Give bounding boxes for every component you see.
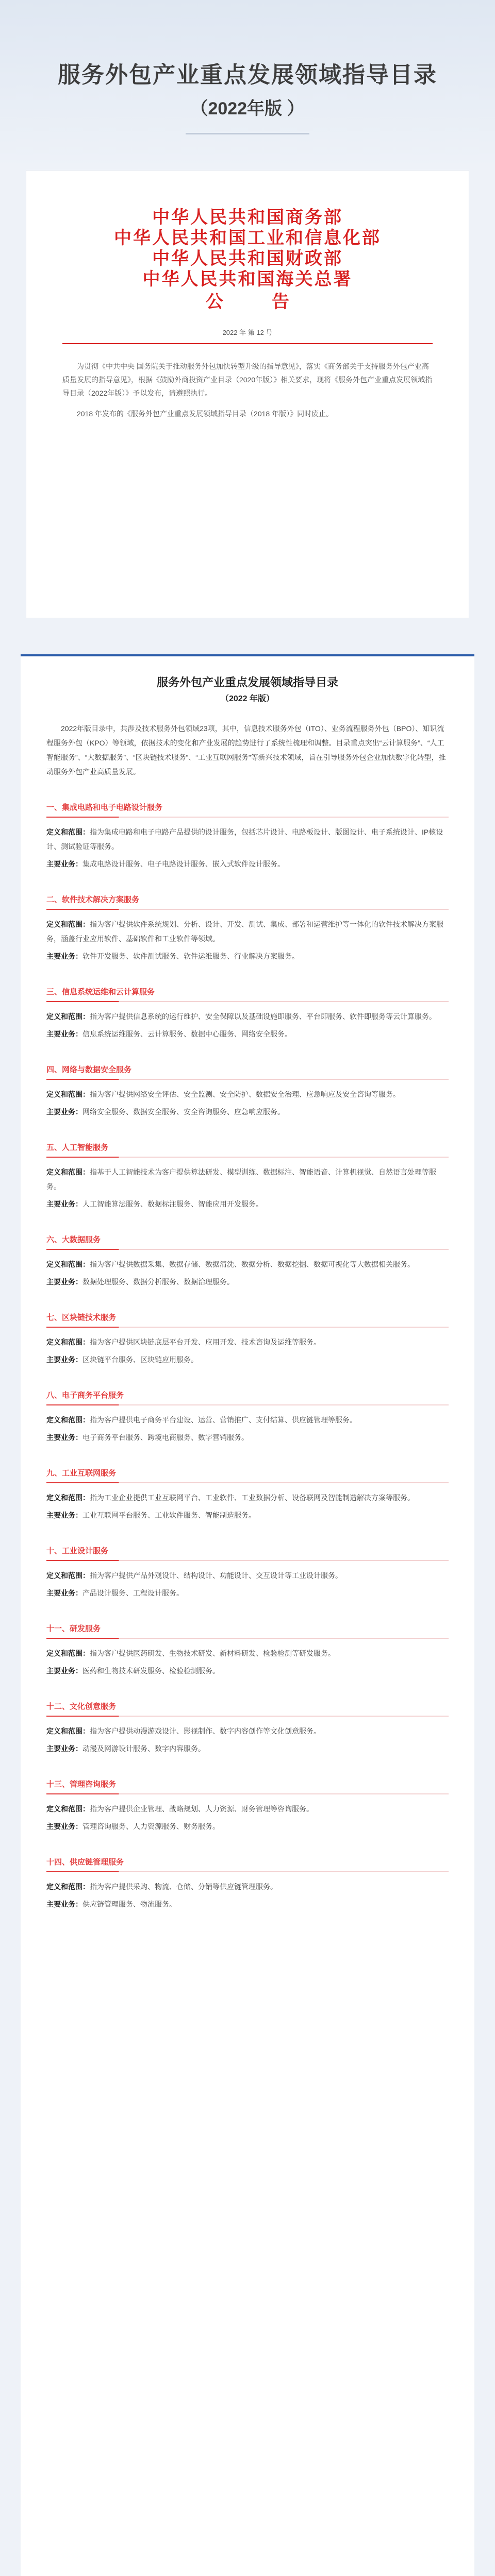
definition-text: 指为客户提供信息系统的运行维护、安全保障以及基础设施即服务、平台即服务、软件即服务等云计算服务。: [90, 1012, 436, 1021]
category-item: [46, 1467, 449, 1522]
focus-label: 主要业务：: [46, 1278, 82, 1286]
category-definition: [46, 1335, 449, 1349]
document-body: [62, 360, 433, 420]
focus-text: 工业互联网平台服务、工业软件服务、智能制造服务。: [82, 1511, 256, 1519]
catalog-year: （2022 年版）: [220, 694, 275, 703]
category-title: 工业设计服务: [62, 1547, 109, 1555]
category-divider: [46, 1157, 449, 1158]
category-heading: [46, 986, 449, 997]
focus-text: 医药和生物技术研发服务、检验检测服务。: [82, 1667, 220, 1675]
category-number: 二、: [46, 895, 62, 904]
definition-text: 指为客户提供电子商务平台建设、运营、营销推广、支付结算、供应链管理等服务。: [90, 1416, 357, 1424]
category-divider: [46, 1404, 449, 1405]
category-heading: [46, 1064, 449, 1075]
category-item: [46, 1623, 449, 1678]
category-definition: [46, 1490, 449, 1505]
category-divider: [46, 1560, 449, 1561]
definition-label: 定义和范围：: [46, 920, 90, 928]
category-focus: [46, 1027, 449, 1041]
category-item: [46, 1234, 449, 1289]
definition-label: 定义和范围：: [46, 1494, 90, 1502]
category-definition: [46, 1009, 449, 1024]
issuer-finance: 中华人民共和国财政部: [152, 249, 343, 268]
page-title: 服务外包产业重点发展领域指导目录: [58, 62, 437, 88]
category-number: 四、: [46, 1065, 62, 1074]
catalog-intro: 2022年版目录中，共涉及技术服务外包领域23项，其中，信息技术服务外包（ITO）、业务流程服务外包（BPO）、知识流程服务外包（KPO）等领域，依据技术的变化和产业发展的趋势进行了系统性梳理和调整。目录重点突出“云计算服务”、“人工智能服务”、“大数据服务”、“区块链技术服务”、“工业互联网服务”等新兴技术领域，旨在引导服务外包企业加快数字化转型，推动服务外包产业高质量发展。: [46, 724, 446, 776]
category-number: 十四、: [46, 1858, 70, 1867]
category-heading: [46, 1142, 449, 1153]
focus-label: 主要业务：: [46, 1744, 82, 1753]
definition-label: 定义和范围：: [46, 828, 90, 836]
category-list: [46, 802, 449, 1911]
category-divider: [46, 1482, 449, 1483]
catalog-content: [21, 654, 474, 2576]
category-focus: [46, 1741, 449, 1756]
definition-text: 指为集成电路和电子电路产品提供的设计服务，包括芯片设计、电路板设计、版图设计、电子系统设计、IP核设计、测试验证等服务。: [46, 828, 443, 851]
category-item: [46, 802, 449, 871]
category-definition: [46, 1413, 449, 1427]
category-heading: [46, 1778, 449, 1789]
focus-text: 数据处理服务、数据分析服务、数据治理服务。: [82, 1278, 234, 1286]
category-item: [46, 986, 449, 1041]
definition-text: 指为客户提供产品外观设计、结构设计、功能设计、交互设计等工业设计服务。: [90, 1571, 342, 1580]
category-divider: [46, 1001, 449, 1002]
category-definition: [46, 1257, 449, 1272]
category-number: 六、: [46, 1235, 62, 1244]
category-title: 人工智能服务: [62, 1143, 109, 1152]
announcement-heading: 公 告: [206, 293, 305, 312]
category-title: 文化创意服务: [70, 1702, 117, 1711]
definition-text: 指为客户提供软件系统规划、分析、设计、开发、测试、集成、部署和运营维护等一体化的软件技术解决方案服务，涵盖行业应用软件、基础软件和工业软件等领域。: [46, 920, 443, 943]
focus-label: 主要业务：: [46, 1355, 82, 1364]
focus-text: 供应链管理服务、物流服务。: [82, 1900, 176, 1908]
category-item: [46, 1389, 449, 1445]
category-title: 集成电路和电子电路设计服务: [62, 803, 163, 812]
definition-text: 指为客户提供医药研发、生物技术研发、新材料研发、检验检测等研发服务。: [90, 1649, 335, 1657]
category-number: 八、: [46, 1391, 62, 1400]
definition-label: 定义和范围：: [46, 1805, 90, 1813]
category-heading: [46, 1234, 449, 1245]
red-divider: [62, 343, 433, 344]
category-item: [46, 1701, 449, 1756]
spacer: [0, 618, 495, 654]
focus-label: 主要业务：: [46, 1589, 82, 1597]
definition-text: 指为客户提供网络安全评估、安全监测、安全防护、数据安全治理、应急响应及安全咨询等服务。: [90, 1090, 400, 1098]
category-divider: [46, 1079, 449, 1080]
category-divider: [46, 817, 449, 818]
focus-label: 主要业务：: [46, 1108, 82, 1116]
category-definition: [46, 1724, 449, 1738]
category-title: 工业互联网服务: [62, 1469, 117, 1478]
category-divider: [46, 909, 449, 910]
category-focus: [46, 1352, 449, 1367]
category-definition: [46, 1087, 449, 1101]
focus-text: 电子商务平台服务、跨境电商服务、数字营销服务。: [82, 1433, 249, 1442]
category-title: 供应链管理服务: [70, 1858, 124, 1867]
category-definition: [46, 917, 449, 946]
category-divider: [46, 1249, 449, 1250]
category-item: [46, 1064, 449, 1119]
category-divider: [46, 1871, 449, 1872]
definition-text: 指为客户提供企业管理、战略规划、人力资源、财务管理等咨询服务。: [90, 1805, 314, 1813]
definition-text: 指基于人工智能技术为客户提供算法研发、模型训练、数据标注、智能语音、计算机视觉、自然语言处理等服务。: [46, 1168, 436, 1191]
category-definition: [46, 1165, 449, 1194]
category-title: 大数据服务: [62, 1235, 101, 1244]
category-item: [46, 1142, 449, 1211]
category-number: 十一、: [46, 1624, 70, 1633]
category-number: 三、: [46, 988, 62, 996]
focus-label: 主要业务：: [46, 1200, 82, 1208]
category-definition: [46, 1568, 449, 1583]
focus-text: 动漫及网游设计服务、数字内容服务。: [82, 1744, 205, 1753]
definition-label: 定义和范围：: [46, 1883, 90, 1891]
category-number: 一、: [46, 803, 62, 812]
category-heading: [46, 1545, 449, 1556]
definition-label: 定义和范围：: [46, 1727, 90, 1735]
document-paragraph: 2018 年发布的《服务外包产业重点发展领域指导目录（2018 年版）》同时废止。: [77, 410, 334, 418]
definition-text: 指为客户提供动漫游戏设计、影视制作、数字内容创作等文化创意服务。: [90, 1727, 321, 1735]
page-header: [0, 0, 495, 170]
category-heading: [46, 894, 449, 905]
focus-label: 主要业务：: [46, 1900, 82, 1908]
category-focus: [46, 1197, 449, 1211]
category-title: 网络与数据安全服务: [62, 1065, 132, 1074]
category-focus: [46, 1508, 449, 1522]
category-title: 信息系统运维和云计算服务: [62, 988, 155, 996]
category-heading: [46, 1312, 449, 1323]
category-item: [46, 1778, 449, 1834]
category-focus: [46, 1430, 449, 1445]
page-subtitle: （2022年版 ）: [190, 98, 305, 118]
category-title: 区块链技术服务: [62, 1313, 117, 1322]
focus-text: 集成电路设计服务、电子电路设计服务、嵌入式软件设计服务。: [82, 860, 285, 868]
category-divider: [46, 1793, 449, 1794]
focus-label: 主要业务：: [46, 1822, 82, 1831]
category-definition: [46, 1802, 449, 1816]
category-focus: [46, 1897, 449, 1911]
category-item: [46, 1545, 449, 1600]
category-definition: [46, 825, 449, 854]
definition-label: 定义和范围：: [46, 1168, 90, 1176]
definition-text: 指为客户提供区块链底层平台开发、应用开发、技术咨询及运维等服务。: [90, 1338, 321, 1346]
focus-text: 区块链平台服务、区块链应用服务。: [82, 1355, 198, 1364]
focus-label: 主要业务：: [46, 1511, 82, 1519]
category-definition: [46, 1879, 449, 1894]
document-number: 2022 年 第 12 号: [222, 329, 273, 336]
definition-label: 定义和范围：: [46, 1012, 90, 1021]
document-paragraph: 为贯彻《中共中央 国务院关于推动服务外包加快转型升级的指导意见》，落实《商务部关于支持服务外包产业高质量发展的指导意见》，根据《鼓励外商投资产业目录（2020年版）》相关要求，现将《服务外包产业重点发展领域指导目录（2022年版）》予以发布，请遵照执行。: [62, 362, 433, 397]
definition-label: 定义和范围：: [46, 1260, 90, 1268]
issuer-miit: 中华人民共和国工业和信息化部: [114, 229, 381, 248]
title-underline: [186, 133, 309, 134]
category-title: 管理咨询服务: [70, 1780, 117, 1789]
category-item: [46, 894, 449, 963]
category-divider: [46, 1638, 449, 1639]
category-focus: [46, 857, 449, 871]
official-document: [26, 170, 469, 618]
category-heading: [46, 1701, 449, 1711]
category-number: 十、: [46, 1547, 62, 1555]
category-number: 九、: [46, 1469, 62, 1478]
focus-text: 人工智能算法服务、数据标注服务、智能应用开发服务。: [82, 1200, 263, 1208]
definition-text: 指为客户提供数据采集、数据存储、数据清洗、数据分析、数据挖掘、数据可视化等大数据相关服务。: [90, 1260, 415, 1268]
category-heading: [46, 1467, 449, 1478]
issuer-customs: 中华人民共和国海关总署: [142, 270, 353, 289]
category-focus: [46, 1664, 449, 1678]
category-divider: [46, 1327, 449, 1328]
focus-label: 主要业务：: [46, 860, 82, 868]
category-focus: [46, 949, 449, 963]
focus-text: 软件开发服务、软件测试服务、软件运维服务、行业解决方案服务。: [82, 952, 299, 960]
issuer-block: [62, 208, 433, 313]
category-number: 十二、: [46, 1702, 70, 1711]
category-focus: [46, 1275, 449, 1289]
category-number: 十三、: [46, 1780, 70, 1789]
focus-text: 管理咨询服务、人力资源服务、财务服务。: [82, 1822, 220, 1831]
category-heading: [46, 802, 449, 812]
category-title: 研发服务: [70, 1624, 101, 1633]
focus-label: 主要业务：: [46, 952, 82, 960]
definition-label: 定义和范围：: [46, 1090, 90, 1098]
definition-text: 指为客户提供采购、物流、仓储、分销等供应链管理服务。: [90, 1883, 277, 1891]
category-title: 软件技术解决方案服务: [62, 895, 140, 904]
category-focus: [46, 1819, 449, 1834]
category-heading: [46, 1856, 449, 1867]
category-number: 七、: [46, 1313, 62, 1322]
category-heading: [46, 1623, 449, 1634]
definition-label: 定义和范围：: [46, 1338, 90, 1346]
focus-text: 网络安全服务、数据安全服务、安全咨询服务、应急响应服务。: [82, 1108, 285, 1116]
category-item: [46, 1856, 449, 1911]
focus-text: 产品设计服务、工程设计服务。: [82, 1589, 184, 1597]
category-heading: [46, 1389, 449, 1400]
definition-label: 定义和范围：: [46, 1571, 90, 1580]
category-number: 五、: [46, 1143, 62, 1152]
definition-label: 定义和范围：: [46, 1649, 90, 1657]
definition-label: 定义和范围：: [46, 1416, 90, 1424]
focus-label: 主要业务：: [46, 1030, 82, 1038]
definition-text: 指为工业企业提供工业互联网平台、工业软件、工业数据分析、设备联网及智能制造解决方案等服务。: [90, 1494, 415, 1502]
catalog-title: 服务外包产业重点发展领域指导目录: [156, 676, 338, 689]
category-definition: [46, 1646, 449, 1660]
category-divider: [46, 1716, 449, 1717]
focus-label: 主要业务：: [46, 1667, 82, 1675]
category-focus: [46, 1105, 449, 1119]
category-title: 电子商务平台服务: [62, 1391, 124, 1400]
focus-label: 主要业务：: [46, 1433, 82, 1442]
issuer-commerce: 中华人民共和国商务部: [152, 208, 343, 227]
focus-text: 信息系统运维服务、云计算服务、数据中心服务、网络安全服务。: [82, 1030, 292, 1038]
category-focus: [46, 1586, 449, 1600]
category-item: [46, 1312, 449, 1367]
